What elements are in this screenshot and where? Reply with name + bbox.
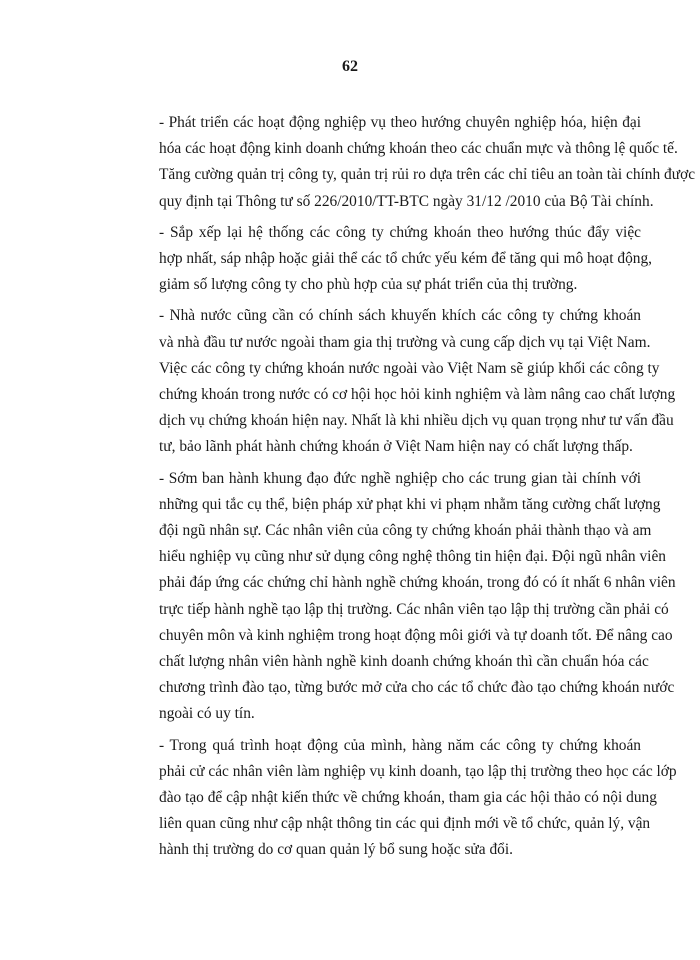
text-line: tư, bảo lãnh phát hành chứng khoán ở Việt Nam hiện nay có chất lượng thấp.: [159, 438, 633, 456]
text-line: chất lượng nhân viên hành nghề kinh doanh chứng khoán thì cần chuẩn hóa các: [159, 653, 649, 671]
text-line: hiểu nghiệp vụ cũng như sử dụng công nghệ thông tin hiện đại. Đội ngũ nhân viên: [159, 548, 666, 566]
text-line: liên quan cũng như cập nhật thông tin các qui định mới về tổ chức, quản lý, vận: [159, 815, 651, 833]
text-line: Việc các công ty chứng khoán nước ngoài vào Việt Nam sẽ giúp khối các công ty: [159, 359, 660, 377]
paragraph-1: [131, 110, 696, 215]
text-line: - Phát triển các hoạt động nghiệp vụ theo hướng chuyên nghiệp hóa, hiện đại: [159, 114, 641, 131]
text-line: quy định tại Thông tư số 226/2010/TT-BTC ngày 31/12 /2010 của Bộ Tài chính.: [159, 192, 654, 210]
paragraph-3: [131, 303, 676, 460]
text-line: Tăng cường quản trị công ty, quản trị rủi ro dựa trên các chỉ tiêu an toàn tài chính được: [159, 166, 696, 184]
paragraph-2: [131, 220, 653, 299]
page-number: 62: [342, 58, 358, 75]
text-line: giảm số lượng công ty cho phù hợp của sự phát triển của thị trường.: [159, 276, 578, 294]
text-line: phải đáp ứng các chứng chỉ hành nghề chứng khoán, trong đó có ít nhất 6 nhân viên: [159, 574, 676, 592]
body-text: [131, 110, 696, 869]
text-line: - Nhà nước cũng cần có chính sách khuyến khích các công ty chứng khoán: [159, 307, 641, 325]
text-line: - Sớm ban hành khung đạo đức nghề nghiệp cho các trung gian tài chính với: [159, 469, 641, 487]
text-line: đội ngũ nhân sự. Các nhân viên của công ty chứng khoán phải thành thạo và am: [159, 522, 652, 540]
text-line: chuyên môn và kinh nghiệm trong hoạt động môi giới và tự doanh tốt. Để nâng cao: [159, 626, 673, 644]
text-line: phải cử các nhân viên làm nghiệp vụ kinh doanh, tạo lập thị trường theo học các lớp: [159, 762, 677, 780]
text-line: hợp nhất, sáp nhập hoặc giải thể các tổ chức yếu kém để tăng qui mô hoạt động,: [159, 250, 653, 268]
text-line: trực tiếp hành nghề tạo lập thị trường. Các nhân viên tạo lập thị trường cần phải có: [159, 600, 669, 618]
text-line: - Sắp xếp lại hệ thống các công ty chứng khoán theo hướng thúc đẩy việc: [159, 223, 641, 241]
text-line: và nhà đầu tư nước ngoài tham gia thị trường và cung cấp dịch vụ tại Việt Nam.: [159, 333, 651, 351]
text-line: chương trình đào tạo, từng bước mở cửa cho các tổ chức đào tạo chứng khoán nước: [159, 679, 675, 697]
text-line: chứng khoán trong nước có cơ hội học hỏi kinh nghiệm và làm nâng cao chất lượng: [159, 386, 676, 404]
paragraph-5: [131, 733, 677, 864]
text-line: - Trong quá trình hoạt động của mình, hàng năm các công ty chứng khoán: [159, 736, 641, 754]
text-line: dịch vụ chứng khoán hiện nay. Nhất là khi nhiều dịch vụ quan trọng như tư vấn đầu: [159, 412, 674, 430]
text-line: hóa các hoạt động kinh doanh chứng khoán theo các chuẩn mực và thông lệ quốc tế.: [159, 140, 678, 158]
text-line: hành thị trường do cơ quan quản lý bổ sung hoặc sửa đổi.: [159, 841, 513, 859]
text-line: ngoài có uy tín.: [159, 705, 255, 723]
text-line: những qui tắc cụ thể, biện pháp xử phạt khi vi phạm nhằm tăng cường chất lượng: [159, 495, 661, 513]
paragraph-4: [131, 466, 676, 728]
text-line: đào tạo để cập nhật kiến thức về chứng khoán, tham gia các hội thảo có nội dung: [159, 789, 657, 807]
